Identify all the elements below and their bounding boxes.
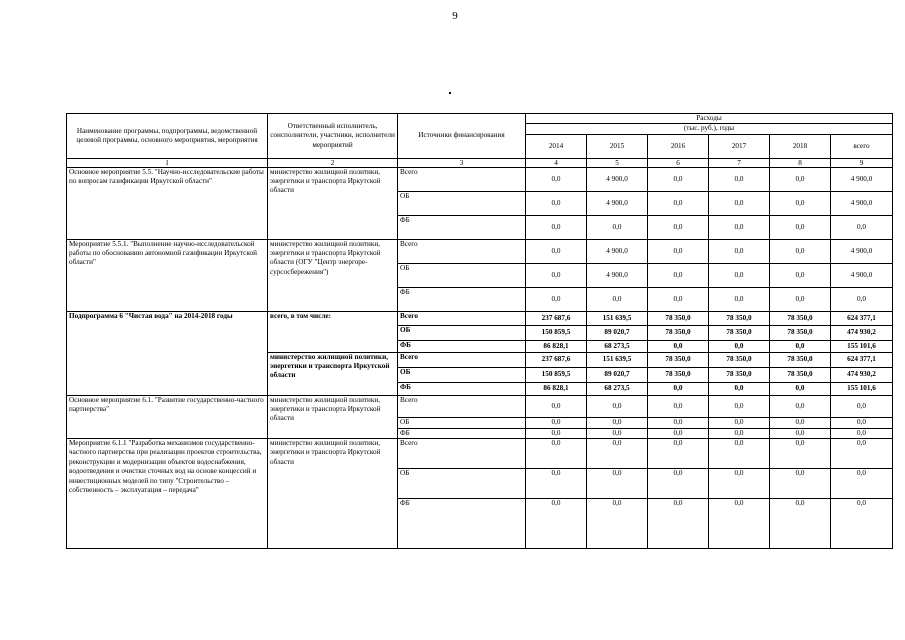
value-cell: 4 900,0 <box>831 239 893 263</box>
value-cell: 0,0 <box>770 417 831 428</box>
value-cell: 89 020,7 <box>587 367 648 382</box>
subprogram-total-label: всего, в том числе: <box>268 311 398 352</box>
value-cell: 78 350,0 <box>770 367 831 382</box>
value-cell: 0,0 <box>648 428 709 438</box>
funding-source: ОБ <box>398 367 526 382</box>
funding-source: ОБ <box>398 191 526 215</box>
value-cell: 68 273,5 <box>587 382 648 395</box>
scan-dot <box>449 92 451 94</box>
funding-source: Всего <box>398 167 526 191</box>
value-cell: 0,0 <box>526 167 587 191</box>
header-executor: Ответственный исполнитель, соисполнители, участники, исполнители мероприятий <box>268 114 398 159</box>
value-cell: 0,0 <box>709 239 770 263</box>
header-year: 2016 <box>648 134 709 158</box>
page-number: 9 <box>452 10 458 22</box>
header-units: (тыс. руб.), годы <box>526 124 893 134</box>
value-cell: 4 900,0 <box>587 263 648 287</box>
value-cell: 0,0 <box>709 215 770 239</box>
value-cell: 0,0 <box>648 439 709 469</box>
value-cell: 0,0 <box>831 287 893 311</box>
value-cell: 0,0 <box>587 215 648 239</box>
header-source: Источники финансирования <box>398 114 526 159</box>
funding-source: ФБ <box>398 382 526 395</box>
value-cell: 0,0 <box>709 428 770 438</box>
value-cell: 4 900,0 <box>587 167 648 191</box>
value-cell: 4 900,0 <box>831 167 893 191</box>
header-year: 2014 <box>526 134 587 158</box>
activity-name: Мероприятие 5.5.1. "Выполнение научно-исследовательской работы по обоснованию автономной газификации Иркутской области" <box>67 239 268 311</box>
value-cell: 0,0 <box>709 395 770 417</box>
table-row <box>67 439 893 469</box>
value-cell: 0,0 <box>648 340 709 352</box>
funding-source: ОБ <box>398 417 526 428</box>
value-cell: 0,0 <box>526 191 587 215</box>
value-cell: 68 273,5 <box>587 340 648 352</box>
value-cell: 0,0 <box>709 382 770 395</box>
column-number: 5 <box>587 158 648 167</box>
value-cell: 0,0 <box>526 263 587 287</box>
value-cell: 150 859,5 <box>526 325 587 340</box>
value-cell: 4 900,0 <box>587 191 648 215</box>
activity-name: Основное мероприятие 5.5. "Научно-исследовательские работы по вопросам газификации Иркутской области" <box>67 167 268 239</box>
column-number: 4 <box>526 158 587 167</box>
activity-name: Мероприятие 6.1.1 "Разработка механизмов государственно-частного партнерства при реализации проектов строительства, реконструкции и модернизации объектов водоснабжения, водоотведения и очистки сточных вод на основе концессий и инвестиционных моделей по типу "Строительство – собственность – эксплуатация – передача" <box>67 439 268 549</box>
value-cell: 0,0 <box>648 395 709 417</box>
value-cell: 151 639,5 <box>587 352 648 367</box>
funding-source: ФБ <box>398 428 526 438</box>
funding-source: ФБ <box>398 340 526 352</box>
funding-source: Всего <box>398 352 526 367</box>
header-year: 2018 <box>770 134 831 158</box>
value-cell: 0,0 <box>587 428 648 438</box>
value-cell: 0,0 <box>587 417 648 428</box>
activity-name: Основное мероприятие 6.1. "Развитие государственно-частного партнерства" <box>67 395 268 438</box>
value-cell: 0,0 <box>770 340 831 352</box>
value-cell: 0,0 <box>709 263 770 287</box>
value-cell: 0,0 <box>587 395 648 417</box>
value-cell: 624 377,1 <box>831 352 893 367</box>
funding-source: Всего <box>398 395 526 417</box>
value-cell: 155 101,6 <box>831 382 893 395</box>
table-row <box>67 239 893 263</box>
activity-executor: министерство жилищной политики, энергетики и транспорта Иркутской области <box>268 395 398 438</box>
value-cell: 0,0 <box>770 428 831 438</box>
value-cell: 86 828,1 <box>526 340 587 352</box>
budget-table <box>66 113 893 549</box>
value-cell: 0,0 <box>709 191 770 215</box>
value-cell: 155 101,6 <box>831 340 893 352</box>
header-year: 2017 <box>709 134 770 158</box>
value-cell: 78 350,0 <box>709 311 770 325</box>
value-cell: 4 900,0 <box>831 191 893 215</box>
value-cell: 0,0 <box>648 417 709 428</box>
funding-source: ОБ <box>398 263 526 287</box>
value-cell: 237 687,6 <box>526 311 587 325</box>
column-number: 1 <box>67 158 268 167</box>
value-cell: 0,0 <box>526 499 587 549</box>
column-number: 7 <box>709 158 770 167</box>
value-cell: 78 350,0 <box>648 325 709 340</box>
value-cell: 0,0 <box>831 215 893 239</box>
value-cell: 78 350,0 <box>709 367 770 382</box>
value-cell: 0,0 <box>709 167 770 191</box>
value-cell: 0,0 <box>770 499 831 549</box>
value-cell: 78 350,0 <box>648 367 709 382</box>
value-cell: 0,0 <box>526 287 587 311</box>
value-cell: 0,0 <box>770 239 831 263</box>
column-number: 8 <box>770 158 831 167</box>
value-cell: 0,0 <box>709 340 770 352</box>
value-cell: 0,0 <box>648 167 709 191</box>
value-cell: 0,0 <box>526 417 587 428</box>
value-cell: 0,0 <box>648 287 709 311</box>
value-cell: 0,0 <box>770 287 831 311</box>
value-cell: 4 900,0 <box>831 263 893 287</box>
value-cell: 474 930,2 <box>831 325 893 340</box>
column-number: 9 <box>831 158 893 167</box>
value-cell: 78 350,0 <box>709 325 770 340</box>
value-cell: 0,0 <box>648 469 709 499</box>
value-cell: 0,0 <box>709 499 770 549</box>
value-cell: 0,0 <box>526 469 587 499</box>
value-cell: 78 350,0 <box>770 325 831 340</box>
value-cell: 86 828,1 <box>526 382 587 395</box>
value-cell: 0,0 <box>587 499 648 549</box>
value-cell: 150 859,5 <box>526 367 587 382</box>
value-cell: 0,0 <box>587 469 648 499</box>
funding-source: Всего <box>398 439 526 469</box>
value-cell: 78 350,0 <box>770 311 831 325</box>
value-cell: 0,0 <box>648 215 709 239</box>
value-cell: 0,0 <box>831 417 893 428</box>
value-cell: 0,0 <box>648 239 709 263</box>
header-year: 2015 <box>587 134 648 158</box>
activity-executor: министерство жилищной политики, энергетики и транспорта Иркутской области <box>268 167 398 239</box>
value-cell: 0,0 <box>526 239 587 263</box>
funding-source: Всего <box>398 239 526 263</box>
value-cell: 0,0 <box>831 469 893 499</box>
value-cell: 0,0 <box>709 439 770 469</box>
table-row <box>67 395 893 417</box>
value-cell: 0,0 <box>770 439 831 469</box>
value-cell: 78 350,0 <box>648 352 709 367</box>
value-cell: 0,0 <box>648 263 709 287</box>
subprogram-name: Подпрограмма 6 "Чистая вода" на 2014-2018 годы <box>67 311 268 395</box>
value-cell: 0,0 <box>831 499 893 549</box>
header-year: всего <box>831 134 893 158</box>
funding-source: ФБ <box>398 215 526 239</box>
value-cell: 0,0 <box>526 439 587 469</box>
value-cell: 0,0 <box>648 499 709 549</box>
value-cell: 237 687,6 <box>526 352 587 367</box>
activity-executor: министерство жилищной политики, энергетики и транспорта Иркутской области <box>268 439 398 549</box>
value-cell: 0,0 <box>831 428 893 438</box>
value-cell: 0,0 <box>770 395 831 417</box>
value-cell: 0,0 <box>770 215 831 239</box>
column-number: 3 <box>398 158 526 167</box>
funding-source: ФБ <box>398 499 526 549</box>
value-cell: 151 639,5 <box>587 311 648 325</box>
value-cell: 0,0 <box>770 469 831 499</box>
table-row <box>67 311 893 325</box>
header-expenses: Расходы <box>526 114 893 124</box>
value-cell: 0,0 <box>648 191 709 215</box>
value-cell: 0,0 <box>526 215 587 239</box>
value-cell: 78 350,0 <box>770 352 831 367</box>
column-number: 2 <box>268 158 398 167</box>
value-cell: 0,0 <box>831 439 893 469</box>
value-cell: 474 930,2 <box>831 367 893 382</box>
funding-source: ОБ <box>398 469 526 499</box>
value-cell: 0,0 <box>709 417 770 428</box>
value-cell: 0,0 <box>770 191 831 215</box>
value-cell: 0,0 <box>709 287 770 311</box>
funding-source: ФБ <box>398 287 526 311</box>
value-cell: 0,0 <box>831 395 893 417</box>
value-cell: 78 350,0 <box>648 311 709 325</box>
value-cell: 0,0 <box>770 167 831 191</box>
table-row <box>67 167 893 191</box>
column-number: 6 <box>648 158 709 167</box>
value-cell: 78 350,0 <box>709 352 770 367</box>
value-cell: 0,0 <box>709 469 770 499</box>
subprogram-executor: министерство жилищной политики, энергетики и транспорта Иркутской области <box>268 352 398 395</box>
value-cell: 0,0 <box>770 263 831 287</box>
value-cell: 0,0 <box>526 395 587 417</box>
funding-source: ОБ <box>398 325 526 340</box>
activity-executor: министерство жилищной политики, энергетики и транспорта Иркутской области (ОГУ "Центр энергоре-сурсосбережения") <box>268 239 398 311</box>
value-cell: 0,0 <box>648 382 709 395</box>
funding-source: Всего <box>398 311 526 325</box>
value-cell: 624 377,1 <box>831 311 893 325</box>
value-cell: 0,0 <box>526 428 587 438</box>
value-cell: 4 900,0 <box>587 239 648 263</box>
value-cell: 89 020,7 <box>587 325 648 340</box>
header-name: Наименование программы, подпрограммы, ведомственной целевой программы, основного мероприятия, мероприятия <box>67 114 268 159</box>
value-cell: 0,0 <box>587 439 648 469</box>
value-cell: 0,0 <box>587 287 648 311</box>
value-cell: 0,0 <box>770 382 831 395</box>
